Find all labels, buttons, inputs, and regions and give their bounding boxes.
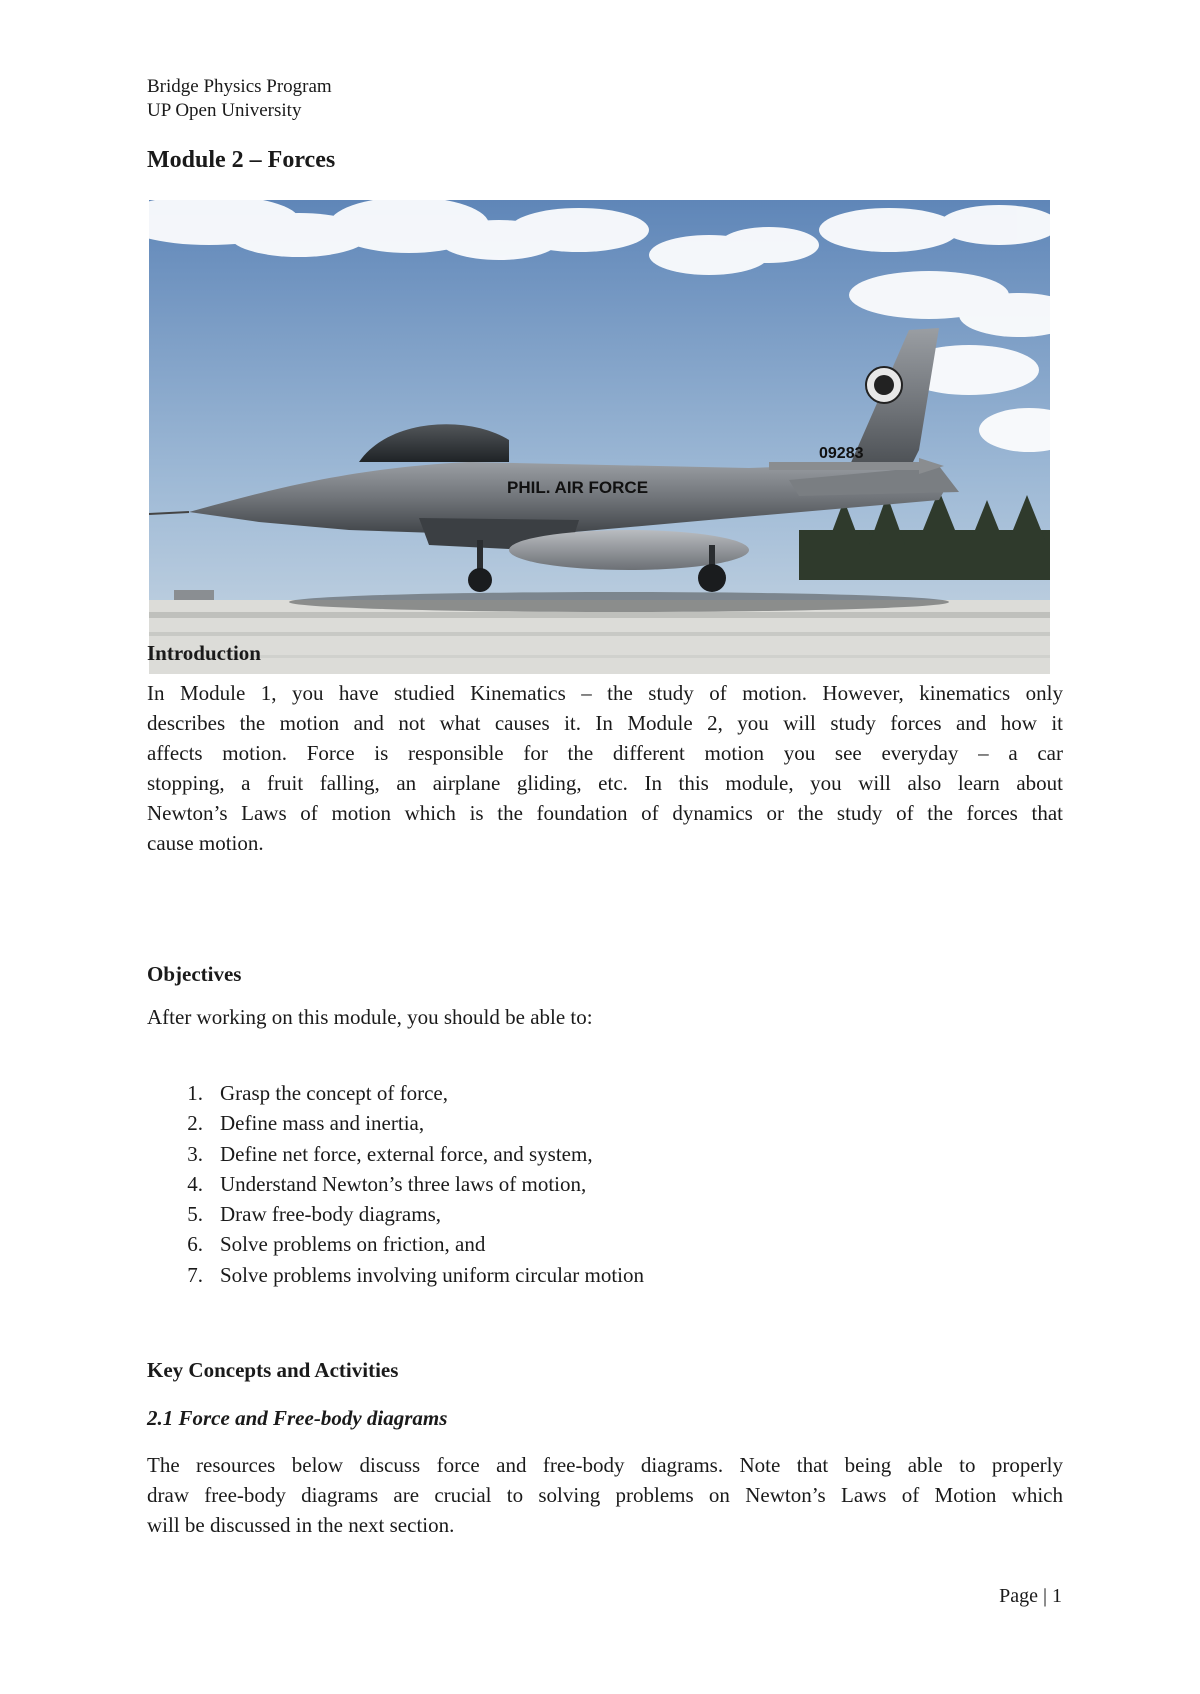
list-text: Draw free-body diagrams, xyxy=(220,1202,441,1227)
list-text: Solve problems involving uniform circular motion xyxy=(220,1262,645,1287)
list-item xyxy=(147,1199,644,1229)
list-number: 7. xyxy=(187,1262,203,1287)
introduction-line: In Module 1, you have studied Kinematics – the study of motion. However, kinematics only xyxy=(147,681,1063,705)
key-concepts-line: will be discussed in the next section. xyxy=(147,1513,455,1537)
list-text: Define mass and inertia, xyxy=(220,1111,425,1136)
list-item xyxy=(147,1260,644,1290)
introduction-heading: Introduction xyxy=(147,641,261,665)
list-text: Define net force, external force, and system, xyxy=(220,1141,593,1166)
key-concepts-line: The resources below discuss force and free-body diagrams. Note that being able to properly xyxy=(147,1453,1063,1477)
fighter-jet-photo xyxy=(149,200,1050,674)
header-university: UP Open University xyxy=(147,100,302,121)
objectives-heading: Objectives xyxy=(147,962,242,986)
list-text: Understand Newton’s three laws of motion, xyxy=(220,1171,587,1196)
objectives-list xyxy=(147,1078,644,1290)
list-number: 4. xyxy=(187,1171,203,1196)
list-item xyxy=(147,1078,644,1108)
introduction-line: cause motion. xyxy=(147,831,264,855)
list-number: 6. xyxy=(187,1232,203,1257)
photo-fuselage-text: PHIL. AIR FORCE xyxy=(507,478,649,497)
introduction-line: describes the motion and not what causes it. In Module 2, you will study forces and how it xyxy=(147,711,1063,735)
page-title: Module 2 – Forces xyxy=(147,147,336,173)
introduction-line: stopping, a fruit falling, an airplane gliding, etc. In this module, you will also learn about xyxy=(147,771,1063,795)
list-item xyxy=(147,1169,644,1199)
objectives-intro: After working on this module, you should be able to: xyxy=(147,1005,593,1029)
list-item xyxy=(147,1139,644,1169)
list-text: Grasp the concept of force, xyxy=(220,1081,448,1105)
list-number: 1. xyxy=(187,1081,203,1105)
svg-text:09283: 09283 xyxy=(819,445,864,462)
list-item xyxy=(147,1229,644,1259)
page-number: Page | 1 xyxy=(999,1585,1062,1607)
key-concepts-heading: Key Concepts and Activities xyxy=(147,1358,399,1382)
list-number: 5. xyxy=(187,1202,203,1227)
list-item xyxy=(147,1108,644,1138)
introduction-line: affects motion. Force is responsible for the different motion you see everyday – a car xyxy=(147,741,1063,765)
section-subheading: 2.1 Force and Free-body diagrams xyxy=(147,1406,448,1430)
list-text: Solve problems on friction, and xyxy=(220,1232,486,1257)
list-number: 2. xyxy=(187,1111,203,1136)
list-number: 3. xyxy=(187,1141,203,1166)
header-program: Bridge Physics Program xyxy=(147,76,332,97)
introduction-line: Newton’s Laws of motion which is the foundation of dynamics or the study of the forces that xyxy=(147,801,1063,825)
key-concepts-line: draw free-body diagrams are crucial to solving problems on Newton’s Laws of Motion which xyxy=(147,1483,1063,1507)
